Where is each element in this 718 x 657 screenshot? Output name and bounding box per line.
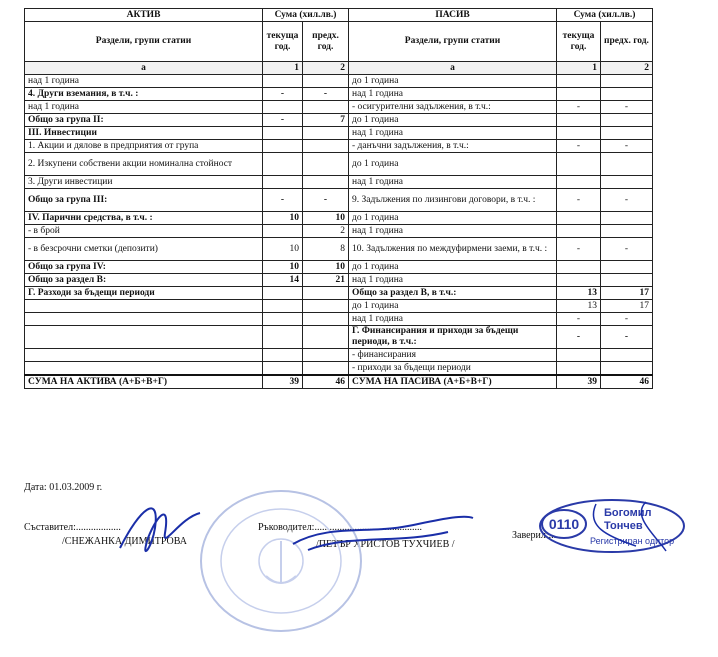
- row-left-current: -: [263, 114, 303, 127]
- row-right-current: [557, 153, 601, 176]
- row-left-previous: [303, 75, 349, 88]
- row-right-current: [557, 225, 601, 238]
- row-left-previous: 8: [303, 238, 349, 261]
- row-left-label: - в безсрочни сметки (депозити): [25, 238, 263, 261]
- row-right-previous: [601, 127, 653, 140]
- row-left-label: над 1 година: [25, 75, 263, 88]
- table-row: [25, 238, 653, 261]
- row-left-previous: -: [303, 189, 349, 212]
- row-right-current: [557, 362, 601, 376]
- row-left-label: IV. Парични средства, в т.ч. :: [25, 212, 263, 225]
- row-left-label: 1. Акции и дялове в предприятия от група: [25, 140, 263, 153]
- row-right-previous: -: [601, 140, 653, 153]
- row-right-label: до 1 година: [349, 153, 557, 176]
- header-row-2: [25, 22, 653, 62]
- table-row: [25, 153, 653, 176]
- col-2-left: 2: [303, 62, 349, 75]
- row-right-previous: [601, 261, 653, 274]
- row-left-current: [263, 362, 303, 376]
- amount-header-left: Сума (хил.лв.): [263, 9, 349, 22]
- row-left-previous: [303, 362, 349, 376]
- row-left-current: -: [263, 189, 303, 212]
- row-left-previous: [303, 101, 349, 114]
- table-row: [25, 326, 653, 349]
- compiler-signature: [110, 488, 210, 566]
- row-left-label: [25, 300, 263, 313]
- row-left-previous: [303, 176, 349, 189]
- current-year-right: текуща год.: [557, 22, 601, 62]
- row-left-previous: [303, 287, 349, 300]
- row-left-current: [263, 153, 303, 176]
- row-right-label: до 1 година: [349, 300, 557, 313]
- row-left-previous: 10: [303, 212, 349, 225]
- previous-year-left: предх. год.: [303, 22, 349, 62]
- row-left-previous: 2: [303, 225, 349, 238]
- row-right-current: -: [557, 238, 601, 261]
- col-a-right: а: [349, 62, 557, 75]
- row-right-previous: [601, 274, 653, 287]
- col-1-right: 1: [557, 62, 601, 75]
- row-left-previous: [303, 349, 349, 362]
- row-left-current: 10: [263, 238, 303, 261]
- liabilities-title: ПАСИВ: [349, 9, 557, 22]
- row-left-label: [25, 349, 263, 362]
- stamp-name-2: Тончев: [604, 520, 643, 532]
- row-right-label: - приходи за бъдещи периоди: [349, 362, 557, 376]
- table-row: [25, 261, 653, 274]
- table-row: [25, 88, 653, 101]
- row-right-label: Общо за раздел В, в т.ч.:: [349, 287, 557, 300]
- table-row: [25, 127, 653, 140]
- row-right-label: над 1 година: [349, 127, 557, 140]
- row-right-current: [557, 274, 601, 287]
- row-right-current: [557, 88, 601, 101]
- row-left-previous: [303, 127, 349, 140]
- row-right-label: 10. Задължения по междуфирмени заеми, в т.ч. :: [349, 238, 557, 261]
- row-left-previous: 7: [303, 114, 349, 127]
- date-text: Дата: 01.03.2009 г.: [24, 482, 103, 493]
- col-2-right: 2: [601, 62, 653, 75]
- row-right-label: над 1 година: [349, 274, 557, 287]
- table-row: [25, 349, 653, 362]
- row-left-previous: [303, 300, 349, 313]
- table-body: [25, 75, 653, 389]
- table-row: [25, 114, 653, 127]
- row-left-current: [263, 140, 303, 153]
- header-row-1: [25, 9, 653, 22]
- current-year-left: текуща год.: [263, 22, 303, 62]
- row-right-previous: -: [601, 313, 653, 326]
- row-left-label: Г. Разходи за бъдещи периоди: [25, 287, 263, 300]
- row-left-label: Общо за група II:: [25, 114, 263, 127]
- table-row: [25, 274, 653, 287]
- row-left-label: Общо за група III:: [25, 189, 263, 212]
- table-row: [25, 300, 653, 313]
- row-left-previous: 10: [303, 261, 349, 274]
- row-right-previous: [601, 362, 653, 376]
- row-left-current: [263, 349, 303, 362]
- row-left-previous: [303, 313, 349, 326]
- row-right-current: -: [557, 140, 601, 153]
- row-right-previous: 46: [601, 375, 653, 389]
- row-left-previous: 21: [303, 274, 349, 287]
- row-right-previous: [601, 114, 653, 127]
- row-left-label: 4. Други вземания, в т.ч. :: [25, 88, 263, 101]
- row-right-label: над 1 година: [349, 225, 557, 238]
- amount-header-right: Сума (хил.лв.): [557, 9, 653, 22]
- row-left-label: III. Инвестиции: [25, 127, 263, 140]
- row-right-current: 39: [557, 375, 601, 389]
- row-right-label: Г. Финансирания и приходи за бъдещи периоди, в т.ч.:: [349, 326, 557, 349]
- row-left-label: 2. Изкупени собствени акции номинална стойност: [25, 153, 263, 176]
- manager-signature: [288, 504, 478, 560]
- row-left-label: над 1 година: [25, 101, 263, 114]
- row-left-label: Общо за раздел В:: [25, 274, 263, 287]
- table-row: [25, 225, 653, 238]
- manager-name: /ПЕТЪР ХРИСТОВ ТУХЧИЕВ /: [316, 539, 455, 550]
- row-left-label: [25, 326, 263, 349]
- row-left-current: 39: [263, 375, 303, 389]
- row-left-current: 10: [263, 261, 303, 274]
- row-left-current: [263, 300, 303, 313]
- stamp-title: Регистриран одитор: [590, 536, 675, 546]
- row-right-label: до 1 година: [349, 75, 557, 88]
- table-row: [25, 313, 653, 326]
- row-right-label: над 1 година: [349, 313, 557, 326]
- balance-sheet-table: [24, 8, 653, 389]
- compiler-name: /СНЕЖАНКА ДИМИТРОВА: [62, 536, 188, 547]
- row-left-previous: [303, 140, 349, 153]
- row-left-current: [263, 287, 303, 300]
- row-left-current: [263, 313, 303, 326]
- previous-year-right: предх. год.: [601, 22, 653, 62]
- row-right-label: над 1 година: [349, 176, 557, 189]
- row-right-previous: [601, 75, 653, 88]
- row-right-previous: [601, 153, 653, 176]
- col-a-left: а: [25, 62, 263, 75]
- row-right-label: - осигурителни задължения, в т.ч.:: [349, 101, 557, 114]
- row-left-current: 14: [263, 274, 303, 287]
- row-left-previous: 46: [303, 375, 349, 389]
- row-right-label: до 1 година: [349, 261, 557, 274]
- table-row: [25, 362, 653, 376]
- row-right-previous: [601, 88, 653, 101]
- row-right-label: - данъчни задължения, в т.ч.:: [349, 140, 557, 153]
- row-left-label: СУМА НА АКТИВА (А+Б+В+Г): [25, 375, 263, 389]
- assets-title: АКТИВ: [25, 9, 263, 22]
- row-right-previous: [601, 176, 653, 189]
- row-left-label: Общо за група IV:: [25, 261, 263, 274]
- row-right-current: 13: [557, 287, 601, 300]
- row-right-current: -: [557, 326, 601, 349]
- table-row: [25, 140, 653, 153]
- row-right-previous: 17: [601, 287, 653, 300]
- liabilities-sections-header: Раздели, групи статии: [349, 22, 557, 62]
- table-row: [25, 189, 653, 212]
- row-right-current: [557, 127, 601, 140]
- row-left-label: - в брой: [25, 225, 263, 238]
- assets-sections-header: Раздели, групи статии: [25, 22, 263, 62]
- row-left-label: [25, 362, 263, 376]
- row-left-current: [263, 127, 303, 140]
- row-right-current: [557, 75, 601, 88]
- table-row: [25, 101, 653, 114]
- row-right-current: -: [557, 189, 601, 212]
- row-right-previous: -: [601, 326, 653, 349]
- table-row: [25, 287, 653, 300]
- table-row: [25, 176, 653, 189]
- row-right-label: - финансирания: [349, 349, 557, 362]
- row-left-previous: [303, 326, 349, 349]
- row-left-previous: -: [303, 88, 349, 101]
- row-right-previous: -: [601, 189, 653, 212]
- row-right-current: -: [557, 101, 601, 114]
- row-right-current: [557, 261, 601, 274]
- auditor-stamp: [536, 496, 688, 556]
- row-left-previous: [303, 153, 349, 176]
- row-right-previous: [601, 349, 653, 362]
- row-right-label: до 1 година: [349, 212, 557, 225]
- row-left-label: 3. Други инвестиции: [25, 176, 263, 189]
- row-right-current: [557, 176, 601, 189]
- table-row: [25, 75, 653, 88]
- row-right-current: [557, 212, 601, 225]
- row-right-label: над 1 година: [349, 88, 557, 101]
- table-row: [25, 375, 653, 389]
- row-right-previous: [601, 225, 653, 238]
- row-left-current: [263, 176, 303, 189]
- row-right-current: -: [557, 313, 601, 326]
- col-1-left: 1: [263, 62, 303, 75]
- row-right-current: 13: [557, 300, 601, 313]
- row-left-current: [263, 326, 303, 349]
- row-right-label: СУМА НА ПАСИВА (А+Б+В+Г): [349, 375, 557, 389]
- manager-label: Ръководител:...........................................: [258, 522, 422, 533]
- column-index-row: [25, 62, 653, 75]
- auditor-label: Заверил:.....: [512, 530, 562, 541]
- row-right-previous: [601, 212, 653, 225]
- row-right-label: 9. Задължения по лизингови договори, в т.ч. :: [349, 189, 557, 212]
- table-row: [25, 212, 653, 225]
- row-left-current: 10: [263, 212, 303, 225]
- row-right-current: [557, 349, 601, 362]
- row-right-label: до 1 година: [349, 114, 557, 127]
- row-left-current: -: [263, 88, 303, 101]
- row-right-current: [557, 114, 601, 127]
- row-left-current: [263, 101, 303, 114]
- row-right-previous: -: [601, 238, 653, 261]
- row-left-label: [25, 313, 263, 326]
- row-right-previous: -: [601, 101, 653, 114]
- stamp-name-1: Богомил: [604, 507, 652, 519]
- stamp-number: 0110: [548, 516, 580, 532]
- row-right-previous: 17: [601, 300, 653, 313]
- row-left-current: [263, 225, 303, 238]
- row-left-current: [263, 75, 303, 88]
- compiler-label: Съставител:..................: [24, 522, 121, 533]
